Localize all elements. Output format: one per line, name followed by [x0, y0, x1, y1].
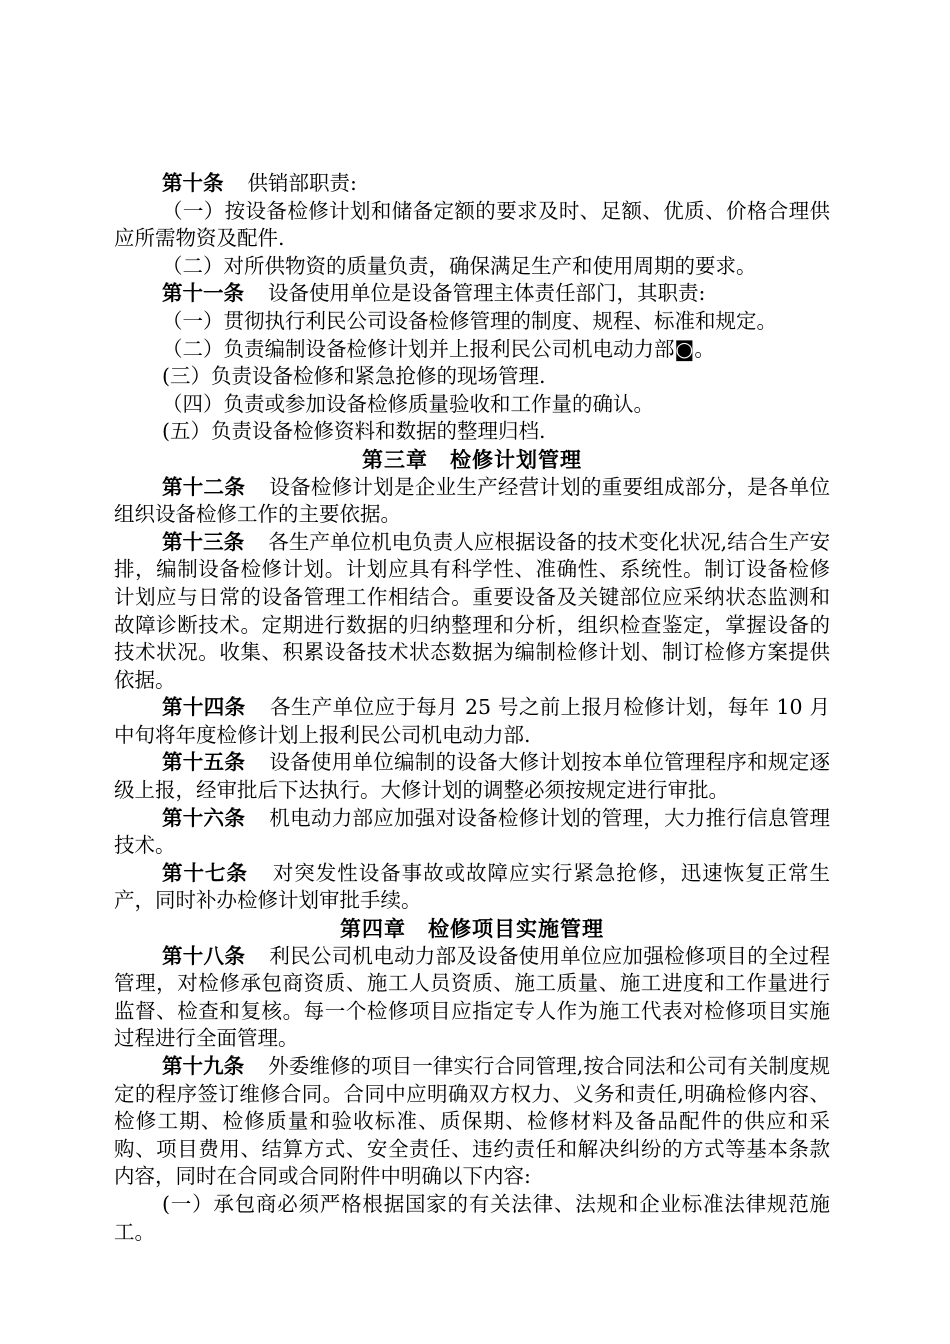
list-item: （二）对所供物资的质量负责，确保满足生产和使用周期的要求。 — [162, 253, 757, 278]
list-item: （一）贯彻执行利民公司设备检修管理的制度、规程、标准和规定。 — [162, 308, 777, 333]
article-label: 第十八条 — [162, 943, 246, 968]
chapter-heading-4 — [114, 915, 830, 943]
article-12 — [114, 474, 830, 529]
article-label: 第十三条 — [162, 529, 245, 554]
chapter-number: 第四章 — [340, 916, 406, 942]
document-page — [114, 170, 830, 1246]
article-text: 各生产单位应于每月 25 号之前上报月检修计划，每年 10 月中旬将年度检修计划上报利民公司机电动力部. — [114, 695, 830, 747]
article-text: 设备检修计划是企业生产经营计划的重要组成部分，是各单位组织设备检修工作的主要依据。 — [114, 474, 831, 527]
chapter-title: 检修项目实施管理 — [428, 916, 604, 942]
article-13 — [114, 529, 830, 695]
article-label: 第十条 — [162, 171, 224, 195]
list-item: （二）负责编制设备检修计划并上报利民公司机电动力部◙。 — [162, 336, 715, 361]
article-text: 设备使用单位是设备管理主体责任部门，其职责: — [268, 281, 706, 306]
chapter-number: 第三章 — [362, 446, 428, 472]
article-17 — [114, 860, 830, 915]
article-text: 机电动力部应加强对设备检修计划的管理，大力推行信息管理技术。 — [114, 805, 831, 858]
article-label: 第十一条 — [162, 281, 244, 306]
article-label: 第十九条 — [162, 1054, 245, 1078]
article-label: 第十二条 — [162, 474, 246, 499]
list-item: （四）负责或参加设备检修质量验收和工作量的确认。 — [162, 391, 654, 416]
article-text: 外委维修的项目一律实行合同管理,按合同法和公司有关制度规定的程序签订维修合同。合同中应明确双方权力、义务和责任,明确检修内容、检修工期、检修质量和验收标准、质保期、检修材料及备品配件的供应和采购、项目费用、结算方式、安全责任、违约责任和解决纠纷的方式等基本条款内容，同时在合同或合同附件中明确以下内容: — [114, 1054, 831, 1189]
article-11 — [114, 280, 830, 308]
article-text: 供销部职责: — [247, 171, 357, 195]
article-16 — [114, 805, 830, 860]
article-text: 对突发性设备事故或故障应实行紧急抢修，迅速恢复正常生产，同时补办检修计划审批手续。 — [114, 860, 831, 913]
article-10 — [114, 170, 830, 198]
article-label: 第十五条 — [162, 750, 246, 775]
article-text: 设备使用单位编制的设备大修计划按本单位管理程序和规定逐级上报，经审批后下达执行。大修计划的调整必须按规定进行审批。 — [114, 750, 831, 803]
article-14 — [114, 694, 830, 749]
chapter-title: 检修计划管理 — [450, 446, 582, 472]
article-label: 第十七条 — [162, 860, 248, 885]
list-item: (五）负责设备检修资料和数据的整理归档. — [162, 419, 546, 444]
list-item: (一）承包商必须严格根据国家的有关法律、法规和企业标准法律规范施工。 — [114, 1191, 830, 1244]
list-item: (三）负责设备检修和紧急抢修的现场管理. — [162, 364, 546, 389]
article-label: 第十四条 — [162, 695, 246, 720]
article-text: 各生产单位机电负责人应根据设备的技术变化状况,结合生产安排，编制设备检修计划。计划应具有科学性、准确性、系统性。制订设备检修计划应与日常的设备管理工作相结合。重要设备及关键部位应采纳状态监测和故障诊断技术。定期进行数据的归纳整理和分析，组织检查鉴定，掌握设备的技术状况。收集、积累设备技术状态数据为编制检修计划、制订检修方案提供依据。 — [114, 529, 831, 692]
article-label: 第十六条 — [162, 805, 246, 830]
article-15 — [114, 749, 830, 804]
article-19 — [114, 1053, 830, 1191]
list-item: （一）按设备检修计划和储备定额的要求及时、足额、优质、价格合理供应所需物资及配件. — [114, 198, 830, 251]
article-18 — [114, 943, 830, 1053]
article-text: 利民公司机电动力部及设备使用单位应加强检修项目的全过程管理，对检修承包商资质、施工人员资质、施工质量、施工进度和工作量进行监督、检查和复核。每一个检修项目应指定专人作为施工代表对检修项目实施过程进行全面管理。 — [114, 943, 831, 1051]
chapter-heading-3 — [114, 446, 830, 474]
